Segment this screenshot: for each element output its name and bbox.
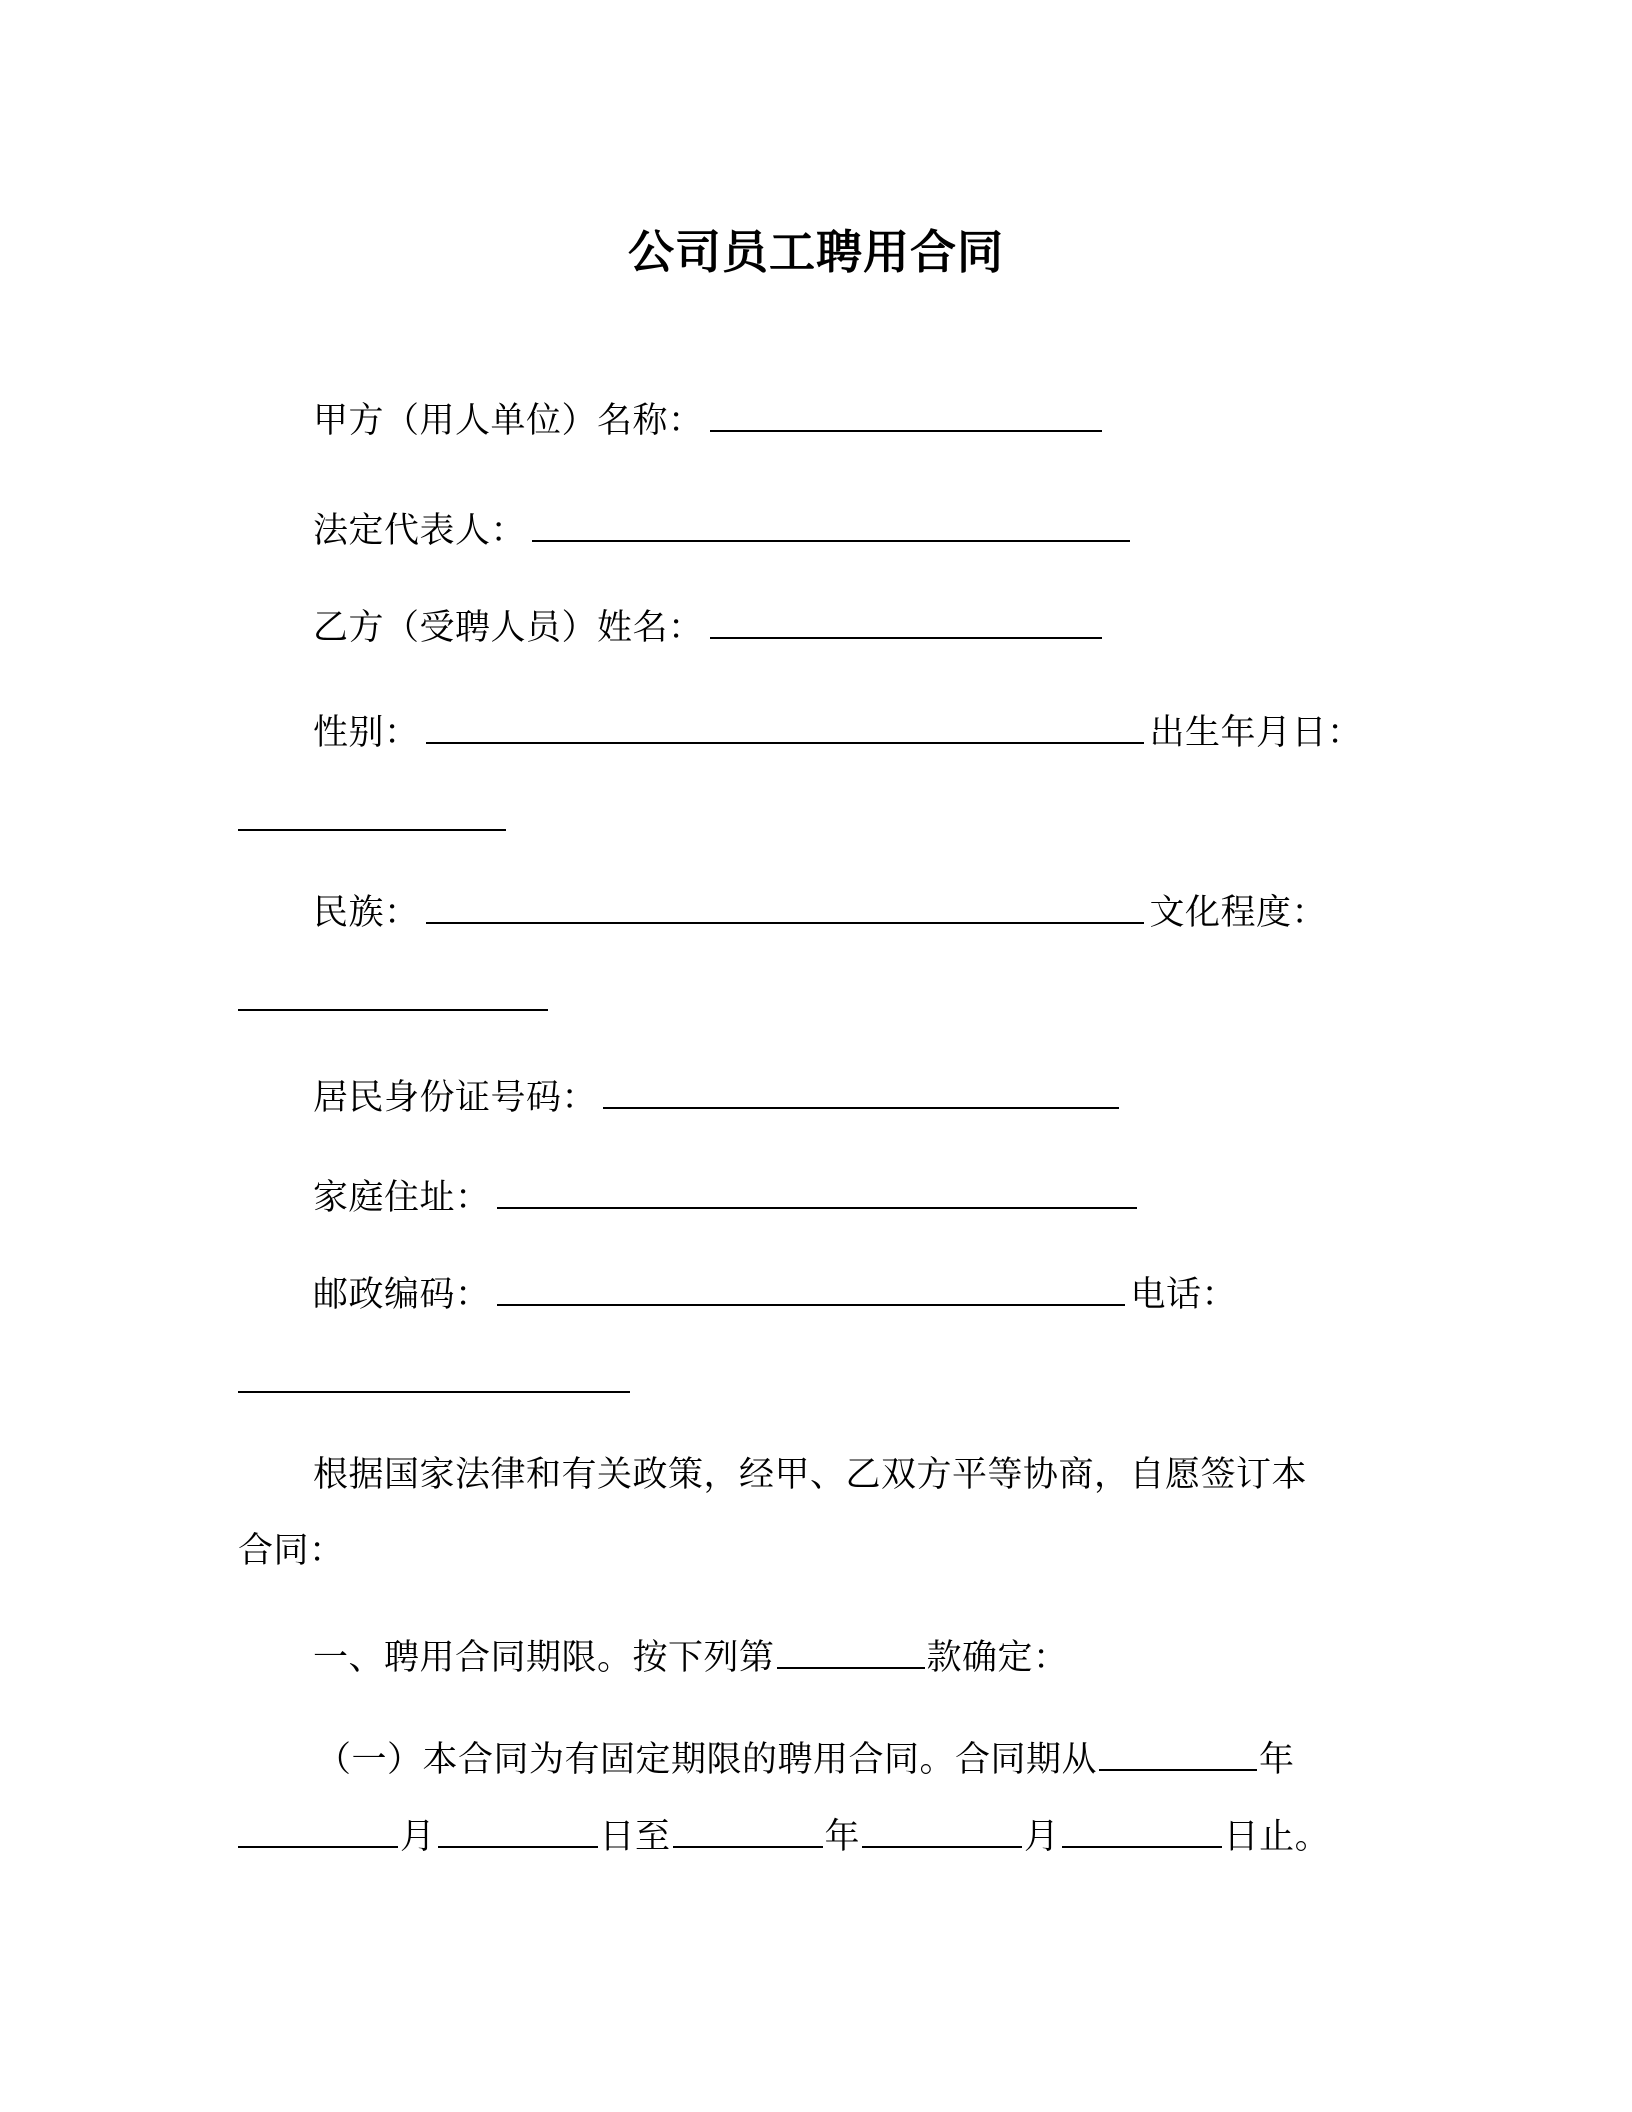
education-label: 文化程度： — [1149, 893, 1328, 933]
id-number-blank[interactable] — [603, 1106, 1119, 1109]
end-month-label: 月 — [1024, 1817, 1060, 1857]
clause-1-row — [313, 1633, 1069, 1683]
end-month-blank[interactable] — [862, 1845, 1022, 1848]
clause-1-item-1-text: （一）本合同为有固定期限的聘用合同。合同期从 — [316, 1740, 1098, 1780]
document-title: 公司员工聘用合同 — [628, 225, 1004, 279]
ethnicity-row — [313, 888, 1327, 938]
legal-rep-label: 法定代表人： — [313, 511, 527, 551]
id-number-row — [313, 1073, 1125, 1123]
day-to-label: 日至 — [599, 1817, 671, 1857]
gender-blank[interactable] — [426, 741, 1144, 744]
start-year-blank[interactable] — [1099, 1768, 1257, 1771]
phone-row — [238, 1357, 636, 1407]
legal-rep-row — [313, 506, 1136, 556]
birthdate-label: 出生年月日： — [1149, 713, 1363, 753]
legal-rep-blank[interactable] — [532, 539, 1130, 542]
end-day-blank[interactable] — [1062, 1845, 1222, 1848]
day-end-label: 日止。 — [1223, 1817, 1331, 1857]
address-label: 家庭住址： — [313, 1178, 491, 1218]
party-a-label: 甲方（用人单位）名称： — [313, 401, 704, 441]
start-day-blank[interactable] — [438, 1845, 598, 1848]
education-blank[interactable] — [238, 1008, 548, 1011]
education-row — [238, 975, 554, 1025]
clause-1-item-1-row-1 — [316, 1735, 1295, 1785]
party-a-name-blank[interactable] — [710, 429, 1102, 432]
postcode-row — [313, 1270, 1237, 1320]
start-year-label: 年 — [1259, 1740, 1295, 1780]
id-number-label: 居民身份证号码： — [313, 1078, 598, 1118]
phone-blank[interactable] — [238, 1390, 630, 1393]
party-b-row — [313, 603, 1108, 653]
start-month-blank[interactable] — [238, 1845, 398, 1848]
preamble-line-1: 根据国家法律和有关政策，经甲、乙双方平等协商，自愿签订本 — [313, 1455, 1308, 1495]
end-year-blank[interactable] — [673, 1845, 823, 1848]
party-b-name-blank[interactable] — [710, 636, 1102, 639]
clause-1-suffix: 款确定： — [926, 1638, 1069, 1678]
end-year-label: 年 — [824, 1817, 861, 1857]
address-blank[interactable] — [497, 1206, 1137, 1209]
birthdate-row — [238, 795, 512, 845]
gender-row — [313, 708, 1363, 758]
clause-1-prefix: 一、聘用合同期限。按下列第 — [313, 1638, 775, 1678]
phone-label: 电话： — [1130, 1275, 1238, 1315]
clause-1-item-1-row-2 — [238, 1812, 1330, 1862]
party-b-label: 乙方（受聘人员）姓名： — [313, 608, 704, 648]
party-a-row — [313, 396, 1108, 446]
preamble-line-2: 合同： — [238, 1531, 345, 1571]
address-row — [313, 1173, 1143, 1223]
start-month-label: 月 — [400, 1817, 436, 1857]
ethnicity-label: 民族： — [313, 893, 420, 933]
ethnicity-blank[interactable] — [426, 921, 1144, 924]
postcode-label: 邮政编码： — [313, 1275, 491, 1315]
postcode-blank[interactable] — [497, 1303, 1125, 1306]
gender-label: 性别： — [313, 713, 420, 753]
clause-1-option-blank[interactable] — [777, 1666, 925, 1669]
birthdate-blank[interactable] — [238, 828, 506, 831]
